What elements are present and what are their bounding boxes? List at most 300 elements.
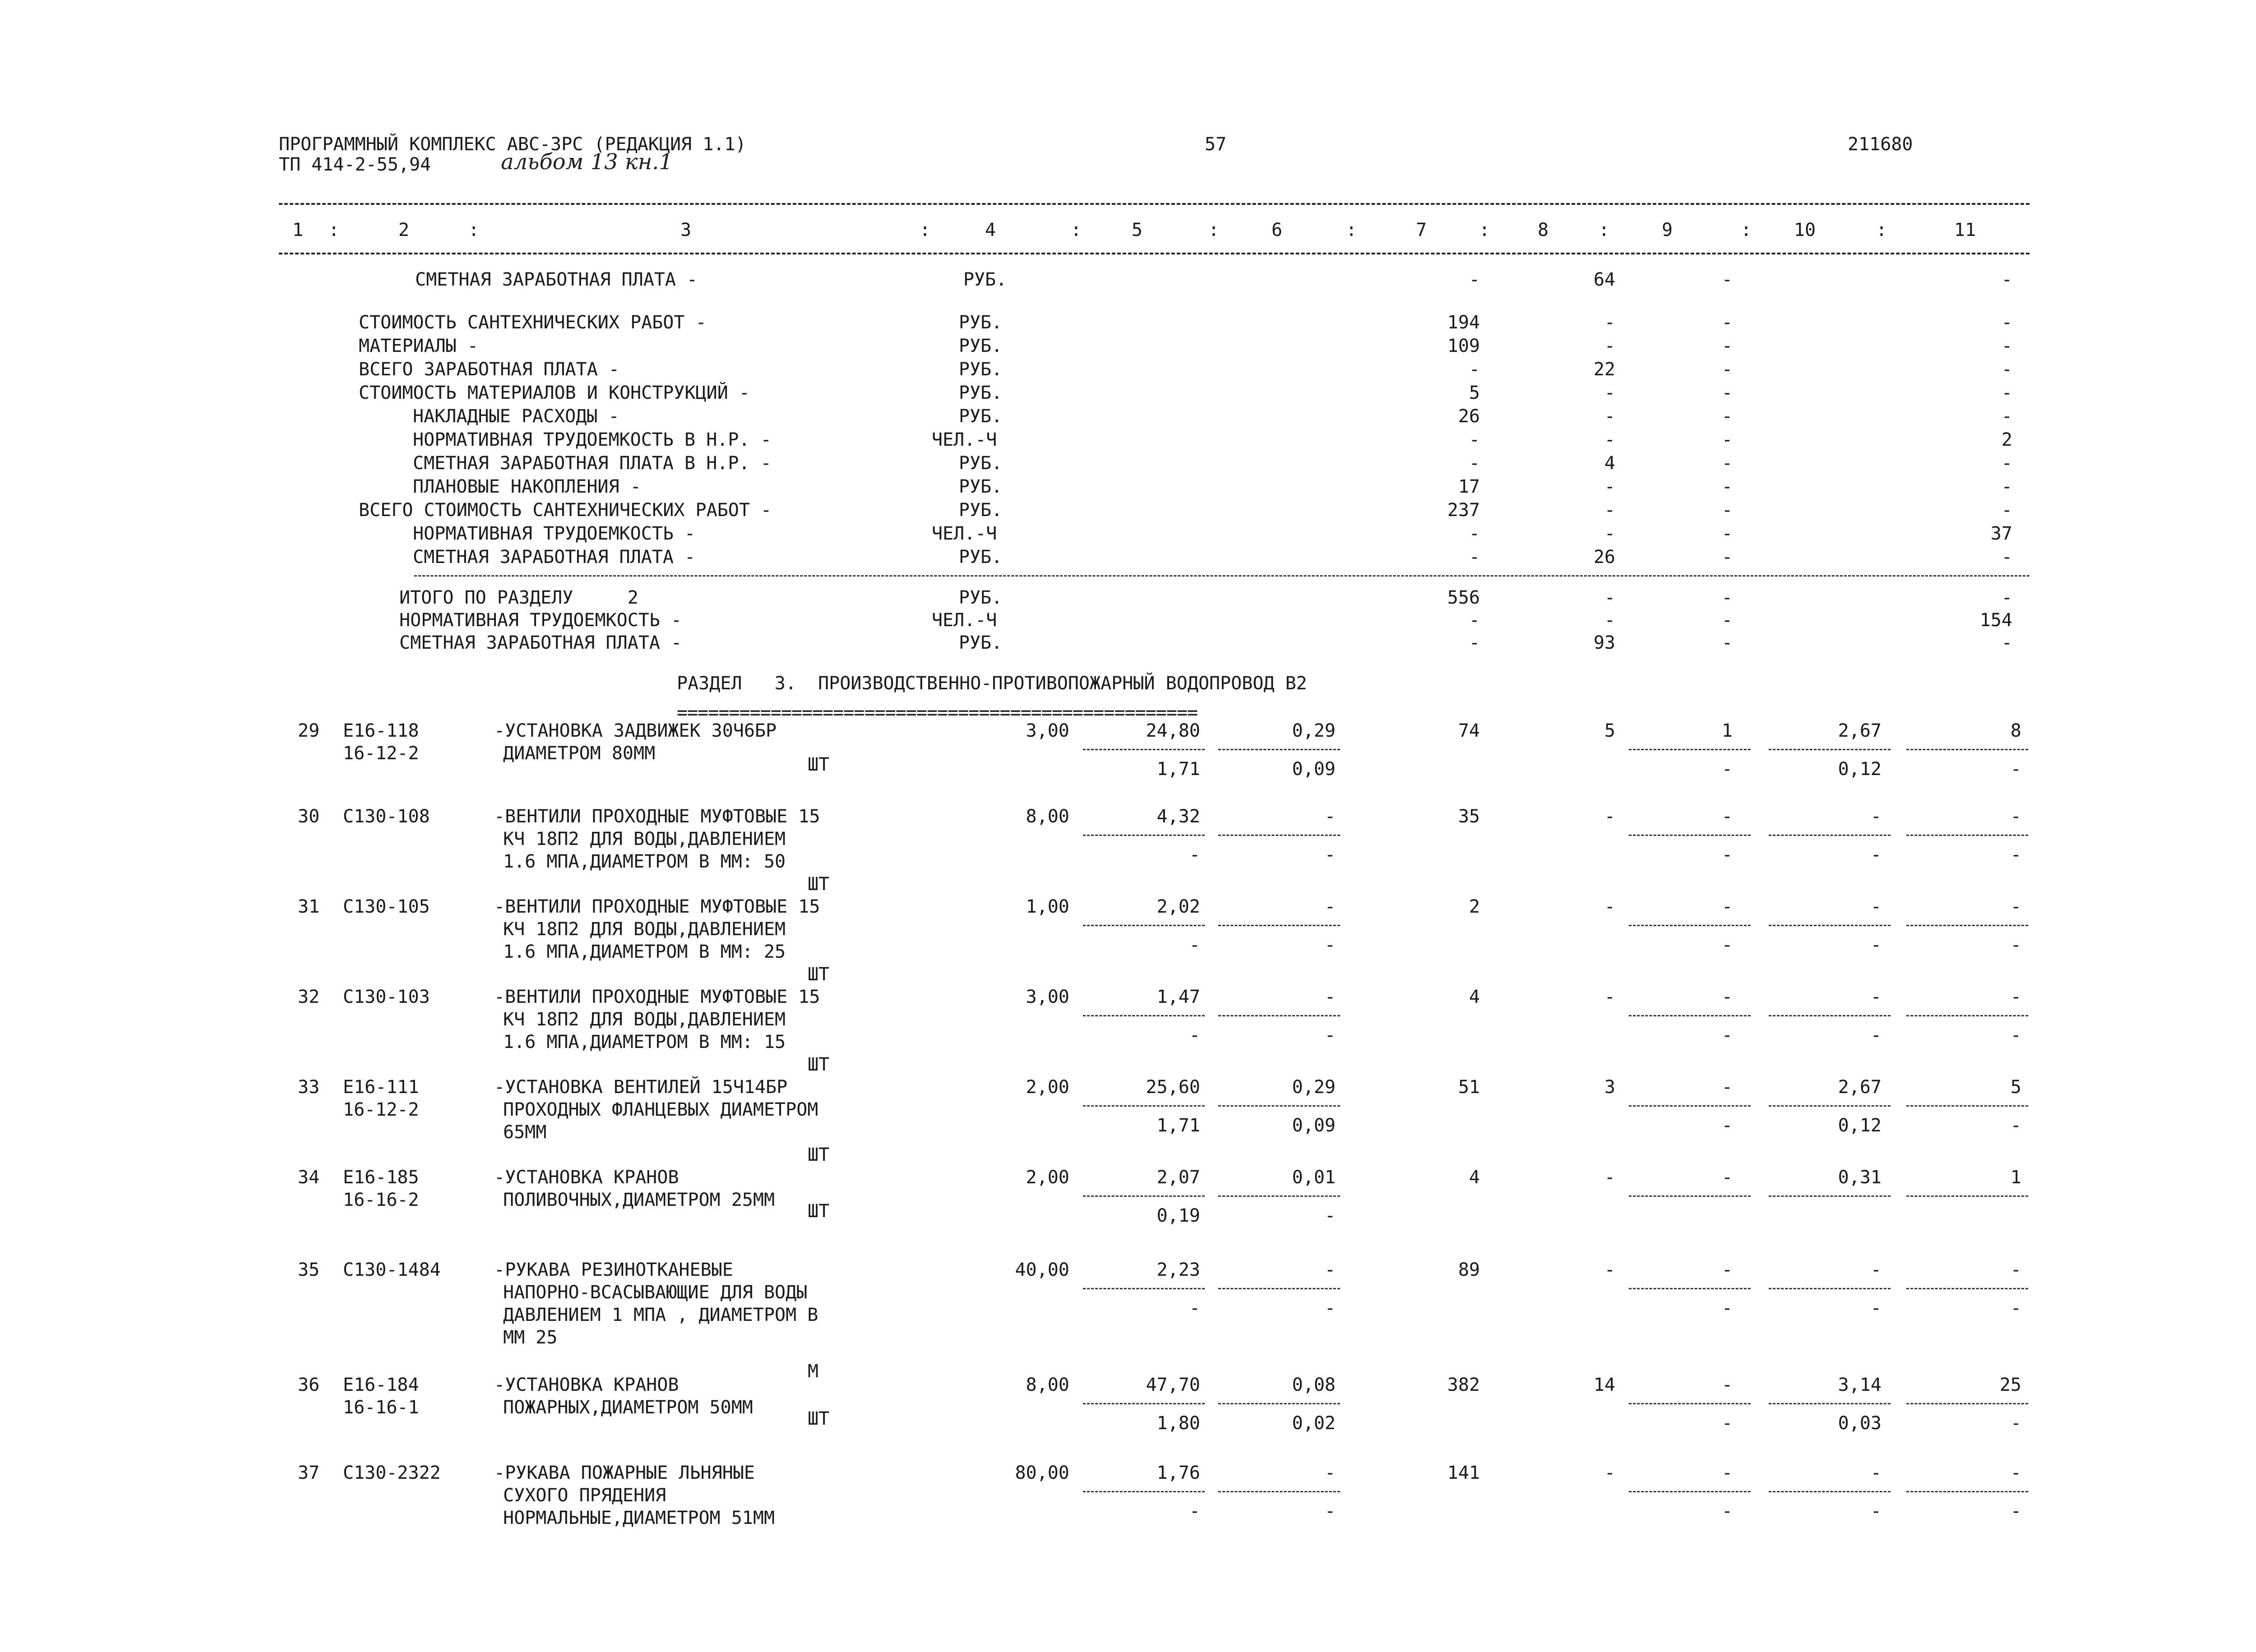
item-description-line: ПОЖАРНЫХ,ДИАМЕТРОМ 50ММ [503, 1397, 753, 1418]
item-c9: - [1721, 806, 1733, 827]
item-unit: ШТ [808, 1054, 830, 1075]
summary-row-label: ПЛАНОВЫЕ НАКОПЛЕНИЯ - [413, 476, 641, 497]
item-c9: - [1721, 1077, 1733, 1098]
summary-c8: 64 [1593, 269, 1615, 290]
summary-row-c7: 109 [1447, 336, 1480, 356]
item-code: С130-108 [343, 806, 430, 827]
summary-row-c8: - [1604, 523, 1615, 544]
item-c7: 4 [1469, 987, 1480, 1007]
summary-row-c7: - [1469, 429, 1480, 450]
item-c11: - [2010, 806, 2021, 827]
item-c10-divider [1769, 749, 1891, 750]
summary-row-label: СМЕТНАЯ ЗАРАБОТНАЯ ПЛАТА - [413, 547, 696, 568]
total-row-unit: РУБ. [959, 632, 1003, 653]
summary-row-unit: ЧЕЛ.-Ч [932, 429, 997, 450]
total-row-c11: 154 [1979, 610, 2012, 631]
col-num-1: 1 [292, 220, 304, 240]
item-quantity: 3,00 [1026, 987, 1069, 1007]
item-c10: 3,14 [1838, 1375, 1882, 1395]
summary-row-label: НОРМАТИВНАЯ ТРУДОЕМКОСТЬ - [413, 523, 696, 544]
col-num-7: 7 [1415, 220, 1427, 240]
summary-unit: РУБ. [963, 269, 1007, 290]
item-c11-lower: - [2010, 1413, 2021, 1434]
item-quantity: 3,00 [1026, 720, 1069, 741]
item-c7: 2 [1469, 896, 1480, 917]
col-num-2: 2 [398, 220, 410, 240]
item-description-line: -УСТАНОВКА ВЕНТИЛЕЙ 15Ч14БР [494, 1077, 788, 1098]
item-c5-lower: - [1189, 1298, 1200, 1319]
item-description-line: 65ММ [503, 1122, 547, 1143]
item-c9-divider [1629, 1288, 1751, 1289]
item-c5-divider [1083, 1015, 1205, 1016]
item-c6: - [1324, 987, 1336, 1007]
col-sep: : [1208, 220, 1220, 240]
document-number: 211680 [1848, 134, 1913, 155]
summary-row-c11: - [2001, 383, 2012, 403]
item-c6-lower: 0,09 [1292, 759, 1336, 780]
summary-row-c9: - [1721, 453, 1733, 474]
item-c11-divider [1906, 1015, 2028, 1016]
summary-row-c11: - [2001, 406, 2012, 427]
item-c5-lower: 1,80 [1156, 1413, 1200, 1434]
item-c10-divider [1769, 1195, 1891, 1197]
item-description-line: -ВЕНТИЛИ ПРОХОДНЫЕ МУФТОВЫЕ 15 [494, 987, 820, 1007]
item-code: Е16-111 [343, 1077, 419, 1098]
item-c6: - [1324, 1260, 1336, 1280]
item-c5-divider [1083, 835, 1205, 836]
col-sep: : [1479, 220, 1490, 240]
item-c9-lower: - [1721, 1298, 1733, 1319]
summary-row-c7: 26 [1458, 406, 1480, 427]
summary-row-c9: - [1721, 523, 1733, 544]
summary-row-c7: 17 [1458, 476, 1480, 497]
summary-row-c8: - [1604, 476, 1615, 497]
item-c8: 14 [1593, 1375, 1615, 1395]
item-c6-lower: - [1324, 1298, 1336, 1319]
item-number: 37 [298, 1463, 320, 1483]
item-c6: 0,29 [1292, 1077, 1336, 1098]
item-c9-lower: - [1721, 1115, 1733, 1136]
item-c11: 8 [2010, 720, 2021, 741]
item-c10-divider [1769, 835, 1891, 836]
summary-row-c8: - [1604, 336, 1615, 356]
item-c5-lower: - [1189, 1501, 1200, 1522]
col-sep: : [1876, 220, 1887, 240]
item-c6-lower: - [1324, 1205, 1336, 1226]
section-title: РАЗДЕЛ 3. ПРОИЗВОДСТВЕННО-ПРОТИВОПОЖАРНЫЙ ВОДОПРОВОД В2 [677, 673, 1307, 694]
summary-row-unit: РУБ. [959, 406, 1003, 427]
item-c11: - [2010, 896, 2021, 917]
item-c9-lower: - [1721, 935, 1733, 955]
item-c8: - [1604, 896, 1615, 917]
item-c7: 51 [1458, 1077, 1480, 1098]
total-row-label: НОРМАТИВНАЯ ТРУДОЕМКОСТЬ - [399, 610, 682, 631]
item-c9: - [1721, 1167, 1733, 1188]
total-row-unit: ЧЕЛ.-Ч [932, 610, 997, 631]
item-c5: 4,32 [1156, 806, 1200, 827]
item-c6-divider [1218, 1195, 1340, 1197]
item-c10-lower: 0,03 [1838, 1413, 1882, 1434]
project-code: ТП 414-2-55,94 [279, 154, 431, 175]
item-c11: - [2010, 1463, 2021, 1483]
item-code: С130-2322 [343, 1463, 441, 1483]
item-quantity: 8,00 [1026, 1375, 1069, 1395]
summary-row-unit: РУБ. [959, 547, 1003, 568]
item-c11-divider [1906, 1105, 2028, 1107]
item-c10: 2,67 [1838, 720, 1882, 741]
item-c8: - [1604, 1167, 1615, 1188]
item-c11: - [2010, 1260, 2021, 1280]
item-c11-lower: - [2010, 935, 2021, 955]
item-c9: - [1721, 896, 1733, 917]
summary-row-c9: - [1721, 336, 1733, 356]
page-number: 57 [1205, 134, 1227, 155]
item-c7: 35 [1458, 806, 1480, 827]
summary-row-c11: - [2001, 312, 2012, 333]
summary-row-c11: 37 [1990, 523, 2012, 544]
item-c9-divider [1629, 1105, 1751, 1107]
summary-row-c8: - [1604, 312, 1615, 333]
col-num-4: 4 [985, 220, 996, 240]
item-c10: - [1870, 1463, 1882, 1483]
summary-row-unit: РУБ. [959, 476, 1003, 497]
total-row-c11: - [2001, 632, 2012, 653]
item-c10-divider [1769, 1288, 1891, 1289]
item-c11-lower: - [2010, 759, 2021, 780]
col-num-9: 9 [1661, 220, 1673, 240]
item-c5: 1,47 [1156, 987, 1200, 1007]
item-c10-lower: - [1870, 935, 1882, 955]
summary-row-c7: 237 [1447, 500, 1480, 521]
item-c11-lower: - [2010, 844, 2021, 865]
total-row-c8: - [1604, 587, 1615, 608]
item-c10-divider [1769, 925, 1891, 926]
item-quantity: 2,00 [1026, 1077, 1069, 1098]
item-c5-divider [1083, 1288, 1205, 1289]
summary-row-c8: 26 [1593, 547, 1615, 568]
item-c6-lower: 0,02 [1292, 1413, 1336, 1434]
total-row-unit: РУБ. [959, 587, 1003, 608]
item-description-line: ДАВЛЕНИЕМ 1 МПА , ДИАМЕТРОМ В [503, 1305, 818, 1325]
item-c9: - [1721, 1463, 1733, 1483]
item-c8: 5 [1604, 720, 1615, 741]
item-description-line: -УСТАНОВКА КРАНОВ [494, 1375, 679, 1395]
item-c5-divider [1083, 1195, 1205, 1197]
item-number: 31 [298, 896, 320, 917]
item-c5-lower: 1,71 [1156, 1115, 1200, 1136]
item-code-secondary: 16-16-1 [343, 1397, 419, 1418]
item-c5-lower: 1,71 [1156, 759, 1200, 780]
item-description-line: НАПОРНО-ВСАСЫВАЮЩИЕ ДЛЯ ВОДЫ [503, 1282, 808, 1303]
total-row-c9: - [1721, 587, 1733, 608]
item-quantity: 1,00 [1026, 896, 1069, 917]
summary-row-c11: - [2001, 476, 2012, 497]
section-underline: ================================================== [677, 702, 1198, 723]
item-c5-lower: - [1189, 1025, 1200, 1046]
summary-row-label: НОРМАТИВНАЯ ТРУДОЕМКОСТЬ В Н.Р. - [413, 429, 772, 450]
col-sep: : [1598, 220, 1610, 240]
item-c6-divider [1218, 1403, 1340, 1404]
item-description-line: ПРОХОДНЫХ ФЛАНЦЕВЫХ ДИАМЕТРОМ [503, 1099, 818, 1120]
summary-row-c8: - [1604, 500, 1615, 521]
item-description-line: -РУКАВА ПОЖАРНЫЕ ЛЬНЯНЫЕ [494, 1463, 755, 1483]
item-c5-divider [1083, 749, 1205, 750]
col-sep: : [1740, 220, 1752, 240]
item-c10-lower: - [1870, 1501, 1882, 1522]
item-code: Е16-184 [343, 1375, 419, 1395]
total-row-c8: 93 [1593, 632, 1615, 653]
item-code: С130-105 [343, 896, 430, 917]
total-rule [414, 575, 2029, 577]
item-description-line: КЧ 18П2 ДЛЯ ВОДЫ,ДАВЛЕНИЕМ [503, 1009, 786, 1030]
item-number: 34 [298, 1167, 320, 1188]
summary-row-label: ВСЕГО ЗАРАБОТНАЯ ПЛАТА - [359, 359, 619, 380]
item-c6-lower: - [1324, 1025, 1336, 1046]
summary-row-c9: - [1721, 406, 1733, 427]
item-c8: - [1604, 987, 1615, 1007]
item-c10-divider [1769, 1403, 1891, 1404]
item-number: 29 [298, 720, 320, 741]
item-c6-lower: - [1324, 935, 1336, 955]
item-c10-lower: - [1870, 1025, 1882, 1046]
summary-row-c8: - [1604, 429, 1615, 450]
summary-row-c8: - [1604, 406, 1615, 427]
summary-row-label: СТОИМОСТЬ САНТЕХНИЧЕСКИХ РАБОТ - [359, 312, 707, 333]
item-c9-lower: - [1721, 759, 1733, 780]
item-c9-divider [1629, 749, 1751, 750]
item-c11-divider [1906, 1288, 2028, 1289]
summary-row-unit: РУБ. [959, 453, 1003, 474]
summary-row-label: НАКЛАДНЫЕ РАСХОДЫ - [413, 406, 619, 427]
summary-row-c8: 22 [1593, 359, 1615, 380]
item-c11-divider [1906, 1403, 2028, 1404]
summary-row-c11: - [2001, 547, 2012, 568]
item-c10: - [1870, 987, 1882, 1007]
item-c6-divider [1218, 1015, 1340, 1016]
item-c11: 1 [2010, 1167, 2021, 1188]
summary-row-c9: - [1721, 359, 1733, 380]
item-c11-divider [1906, 835, 2028, 836]
item-unit: ШТ [808, 1408, 830, 1429]
item-number: 35 [298, 1260, 320, 1280]
summary-row-c7: 194 [1447, 312, 1480, 333]
item-c6: 0,01 [1292, 1167, 1336, 1188]
summary-label: СМЕТНАЯ ЗАРАБОТНАЯ ПЛАТА - [415, 269, 698, 290]
item-c5-lower: - [1189, 844, 1200, 865]
summary-row-label: СМЕТНАЯ ЗАРАБОТНАЯ ПЛАТА В Н.Р. - [413, 453, 772, 474]
total-row-c9: - [1721, 632, 1733, 653]
item-description-line: ДИАМЕТРОМ 80ММ [503, 743, 656, 764]
item-c9: - [1721, 987, 1733, 1007]
summary-row-unit: РУБ. [959, 312, 1003, 333]
item-c10: - [1870, 1260, 1882, 1280]
item-unit: ШТ [808, 874, 830, 895]
item-c5: 47,70 [1146, 1375, 1200, 1395]
item-c11-divider [1906, 749, 2028, 750]
item-c5: 2,23 [1156, 1260, 1200, 1280]
item-c6: - [1324, 896, 1336, 917]
total-row-c8: - [1604, 610, 1615, 631]
item-c9-divider [1629, 835, 1751, 836]
item-c10-lower: - [1870, 1298, 1882, 1319]
item-description-line: 1.6 МПА,ДИАМЕТРОМ В ММ: 15 [503, 1032, 786, 1052]
item-c9-lower: - [1721, 1413, 1733, 1434]
total-row-label: ИТОГО ПО РАЗДЕЛУ 2 [399, 587, 638, 608]
item-c6: 0,08 [1292, 1375, 1336, 1395]
item-c6-divider [1218, 1491, 1340, 1492]
item-c9: 1 [1721, 720, 1733, 741]
item-c9-divider [1629, 1015, 1751, 1016]
total-row-c7: 556 [1447, 587, 1480, 608]
item-c5: 24,80 [1146, 720, 1200, 741]
summary-row-label: СТОИМОСТЬ МАТЕРИАЛОВ И КОНСТРУКЦИЙ - [359, 383, 750, 403]
summary-row-c9: - [1721, 383, 1733, 403]
summary-row-unit: ЧЕЛ.-Ч [932, 523, 997, 544]
item-unit: ШТ [808, 1144, 830, 1165]
summary-row-c9: - [1721, 429, 1733, 450]
summary-row-c7: - [1469, 547, 1480, 568]
item-c6-lower: - [1324, 844, 1336, 865]
summary-row-c7: 5 [1469, 383, 1480, 403]
item-description-line: -ВЕНТИЛИ ПРОХОДНЫЕ МУФТОВЫЕ 15 [494, 896, 820, 917]
summary-row-c11: - [2001, 359, 2012, 380]
item-code: С130-1484 [343, 1260, 441, 1280]
summary-row-c9: - [1721, 476, 1733, 497]
total-row-c9: - [1721, 610, 1733, 631]
col-num-10: 10 [1794, 220, 1816, 240]
item-c6: - [1324, 806, 1336, 827]
item-number: 33 [298, 1077, 320, 1098]
item-c9-divider [1629, 1195, 1751, 1197]
summary-row-c8: 4 [1604, 453, 1615, 474]
item-c11: 25 [1999, 1375, 2021, 1395]
item-description-line: КЧ 18П2 ДЛЯ ВОДЫ,ДАВЛЕНИЕМ [503, 919, 786, 940]
item-number: 32 [298, 987, 320, 1007]
col-sep: : [919, 220, 931, 240]
item-description-line: ПОЛИВОЧНЫХ,ДИАМЕТРОМ 25ММ [503, 1190, 775, 1210]
item-c7: 382 [1447, 1375, 1480, 1395]
item-c6: - [1324, 1463, 1336, 1483]
summary-row-c7: - [1469, 359, 1480, 380]
item-c9-lower: - [1721, 1501, 1733, 1522]
summary-row-c11: 2 [2001, 429, 2012, 450]
item-c10-divider [1769, 1015, 1891, 1016]
header-rule-top [279, 203, 2029, 205]
item-quantity: 2,00 [1026, 1167, 1069, 1188]
item-c5: 2,07 [1156, 1167, 1200, 1188]
item-c7: 74 [1458, 720, 1480, 741]
summary-row-c11: - [2001, 336, 2012, 356]
summary-row-unit: РУБ. [959, 336, 1003, 356]
item-description-line: -УСТАНОВКА ЗАДВИЖЕК 30Ч6БР [494, 720, 777, 741]
item-description-line: ММ 25 [503, 1327, 558, 1348]
item-c6-divider [1218, 749, 1340, 750]
summary-row-c7: - [1469, 453, 1480, 474]
summary-row-unit: РУБ. [959, 500, 1003, 521]
item-description-line: 1.6 МПА,ДИАМЕТРОМ В ММ: 25 [503, 941, 786, 962]
item-description-line: -ВЕНТИЛИ ПРОХОДНЫЕ МУФТОВЫЕ 15 [494, 806, 820, 827]
item-c5-divider [1083, 1491, 1205, 1492]
program-title: ПРОГРАММНЫЙ КОМПЛЕКС АВС-3РС (РЕДАКЦИЯ 1.1) [279, 134, 746, 155]
item-c11-lower: - [2010, 1115, 2021, 1136]
item-unit: М [808, 1361, 819, 1382]
item-c9: - [1721, 1375, 1733, 1395]
item-c9: - [1721, 1260, 1733, 1280]
item-c10: 0,31 [1838, 1167, 1882, 1188]
col-num-8: 8 [1537, 220, 1549, 240]
total-row-label: СМЕТНАЯ ЗАРАБОТНАЯ ПЛАТА - [399, 632, 682, 653]
item-c9-lower: - [1721, 844, 1733, 865]
item-c5-lower: 0,19 [1156, 1205, 1200, 1226]
item-c8: - [1604, 1463, 1615, 1483]
item-c10-divider [1769, 1491, 1891, 1492]
item-c5-divider [1083, 925, 1205, 926]
item-c5-divider [1083, 1403, 1205, 1404]
item-code: Е16-185 [343, 1167, 419, 1188]
item-c11: 5 [2010, 1077, 2021, 1098]
item-c6-lower: - [1324, 1501, 1336, 1522]
item-c10: - [1870, 806, 1882, 827]
item-c11-divider [1906, 925, 2028, 926]
item-code-secondary: 16-16-2 [343, 1190, 419, 1210]
item-c7: 4 [1469, 1167, 1480, 1188]
item-description-line: -РУКАВА РЕЗИНОТКАНЕВЫЕ [494, 1260, 733, 1280]
item-unit: ШТ [808, 754, 830, 775]
item-c10: - [1870, 896, 1882, 917]
item-c6-divider [1218, 1288, 1340, 1289]
col-sep: : [1345, 220, 1357, 240]
item-description-line: 1.6 МПА,ДИАМЕТРОМ В ММ: 50 [503, 851, 786, 872]
item-number: 30 [298, 806, 320, 827]
summary-row-c11: - [2001, 500, 2012, 521]
item-c6-divider [1218, 925, 1340, 926]
item-number: 36 [298, 1375, 320, 1395]
summary-row-label: МАТЕРИАЛЫ - [359, 336, 478, 356]
header-rule-bottom [279, 253, 2029, 254]
item-c6: 0,29 [1292, 720, 1336, 741]
handwritten-note: альбом 13 кн.1 [501, 149, 673, 175]
item-c8: - [1604, 1260, 1615, 1280]
item-c5: 2,02 [1156, 896, 1200, 917]
summary-row-c7: - [1469, 523, 1480, 544]
item-c11: - [2010, 987, 2021, 1007]
total-row-c11: - [2001, 587, 2012, 608]
summary-row-unit: РУБ. [959, 383, 1003, 403]
summary-row-c9: - [1721, 312, 1733, 333]
item-c9-lower: - [1721, 1025, 1733, 1046]
item-c11-lower: - [2010, 1298, 2021, 1319]
summary-row-c9: - [1721, 547, 1733, 568]
summary-row-unit: РУБ. [959, 359, 1003, 380]
item-description-line: КЧ 18П2 ДЛЯ ВОДЫ,ДАВЛЕНИЕМ [503, 829, 786, 849]
summary-c11: - [2001, 269, 2012, 290]
item-quantity: 8,00 [1026, 806, 1069, 827]
item-c11-lower: - [2010, 1025, 2021, 1046]
item-description-line: СУХОГО ПРЯДЕНИЯ [503, 1485, 666, 1506]
total-row-c7: - [1469, 610, 1480, 631]
item-c6-divider [1218, 835, 1340, 836]
summary-row-label: ВСЕГО СТОИМОСТЬ САНТЕХНИЧЕСКИХ РАБОТ - [359, 500, 772, 521]
col-num-6: 6 [1271, 220, 1283, 240]
item-c5-lower: - [1189, 935, 1200, 955]
item-c11-divider [1906, 1195, 2028, 1197]
item-c6-divider [1218, 1105, 1340, 1107]
col-sep: : [468, 220, 480, 240]
col-num-5: 5 [1131, 220, 1143, 240]
item-c9-divider [1629, 1491, 1751, 1492]
total-row-c7: - [1469, 632, 1480, 653]
item-c7: 89 [1458, 1260, 1480, 1280]
